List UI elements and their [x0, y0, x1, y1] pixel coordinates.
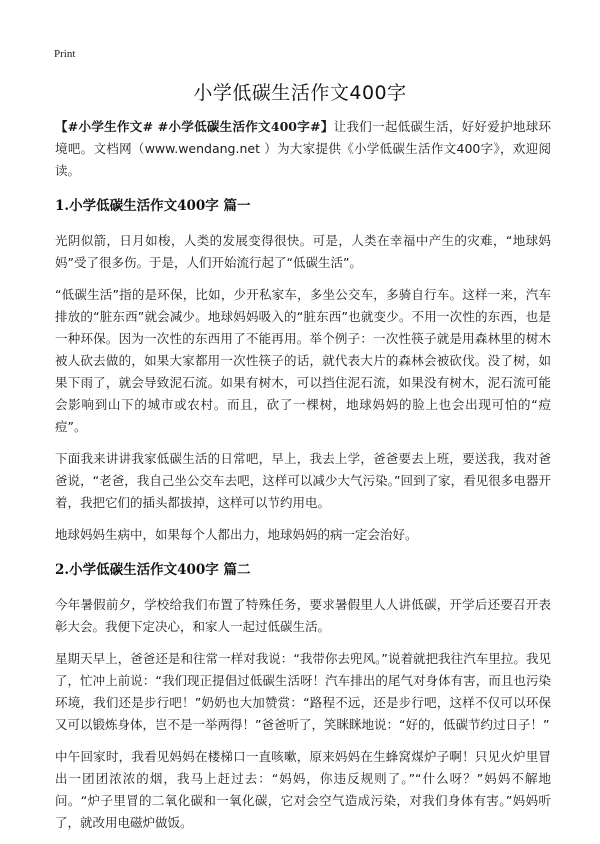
paragraph: 星期天早上，爸爸还是和往常一样对我说：“我带你去兜风。”说着就把我往汽车里拉。我见了，忙冲上前说：“我们现正提倡过低碳生活呀！汽车排出的尾气对身体有害，而且也污染环境，我们还是步行吧！”奶奶也大加赞赏：“路程不远，还是步行吧，这样不仅可以环保又可以锻炼身体，岂不是一举两得！”爸爸听了，笑眯眯地说：“好的，低碳节约过日子！”	[55, 651, 551, 732]
paragraph: 今年暑假前夕，学校给我们布置了特殊任务，要求暑假里人人讲低碳，开学后还要召开表彰大会。我便下定决心，和家人一起过低碳生活。	[55, 597, 551, 634]
paragraph: 地球妈妈生病中，如果每个人都出力，地球妈妈的病一定会治好。	[55, 527, 418, 542]
paragraph: “低碳生活”指的是环保，比如，少开私家车，多坐公交车，多骑自行车。这样一来，汽车排放的“脏东西”就会减少。地球妈妈吸入的“脏东西”也就变少。不用一次性的东西，也是一种环保。因为一次性的东西用了不能再用。举个例子：一次性筷子就是用森林里的树木被人砍去做的，如果大家都用一次性筷子的话，就代表大片的森林会被砍伐。没了树，如果下雨了，就会导致泥石流。如果有树木，可以挡住泥石流，如果没有树木，泥石流可能会影响到山下的城市或农村。而且，砍了一棵树，地球妈妈的脸上也会出现可怕的“痘痘”。	[55, 287, 551, 434]
paragraph: 光阴似箭，日月如梭，人类的发展变得很快。可是，人类在幸福中产生的灾难，“地球妈妈”受了很多伤。于是，人们开始流行起了“低碳生活”。	[55, 233, 551, 270]
section-heading-2: 2.小学低碳生活作文400字 篇二	[55, 562, 251, 578]
print-label: Print	[54, 48, 76, 60]
article-body	[55, 116, 551, 844]
section-heading-1: 1.小学低碳生活作文400字 篇一	[55, 198, 251, 214]
page-title: 小学低碳生活作文400字	[193, 82, 407, 104]
intro-text: 让我们一起低碳生活，好好爱护地球环境吧。文档网（www.wendang.net ）为大家提供《小学低碳生活作文400字》，欢迎阅读。	[55, 119, 551, 178]
paragraph: 下面我来讲讲我家低碳生活的日常吧，早上，我去上学，爸爸要去上班，要送我，我对爸爸说，“老爸，我自己坐公交车去吧，这样可以减少大气污染。”回到了家，看见很多电器开着，我把它们的插头都拔掉，这样可以节约用电。	[55, 451, 551, 510]
intro-paragraph	[55, 116, 551, 182]
intro-lead: 【#小学生作文# #小学低碳生活作文400字#】	[55, 119, 334, 134]
paragraph: 中午回家时，我看见妈妈在楼梯口一直咳嗽，原来妈妈在生蜂窝煤炉子啊！只见火炉里冒出一团团浓浓的烟，我马上赶过去：“妈妈，你违反规则了。”“什么呀？”妈妈不解地问。“炉子里冒的二氧化碳和一氧化碳，它对会空气造成污染，对我们身体有害。”妈妈听了，就改用电磁炉做饭。	[55, 749, 551, 830]
